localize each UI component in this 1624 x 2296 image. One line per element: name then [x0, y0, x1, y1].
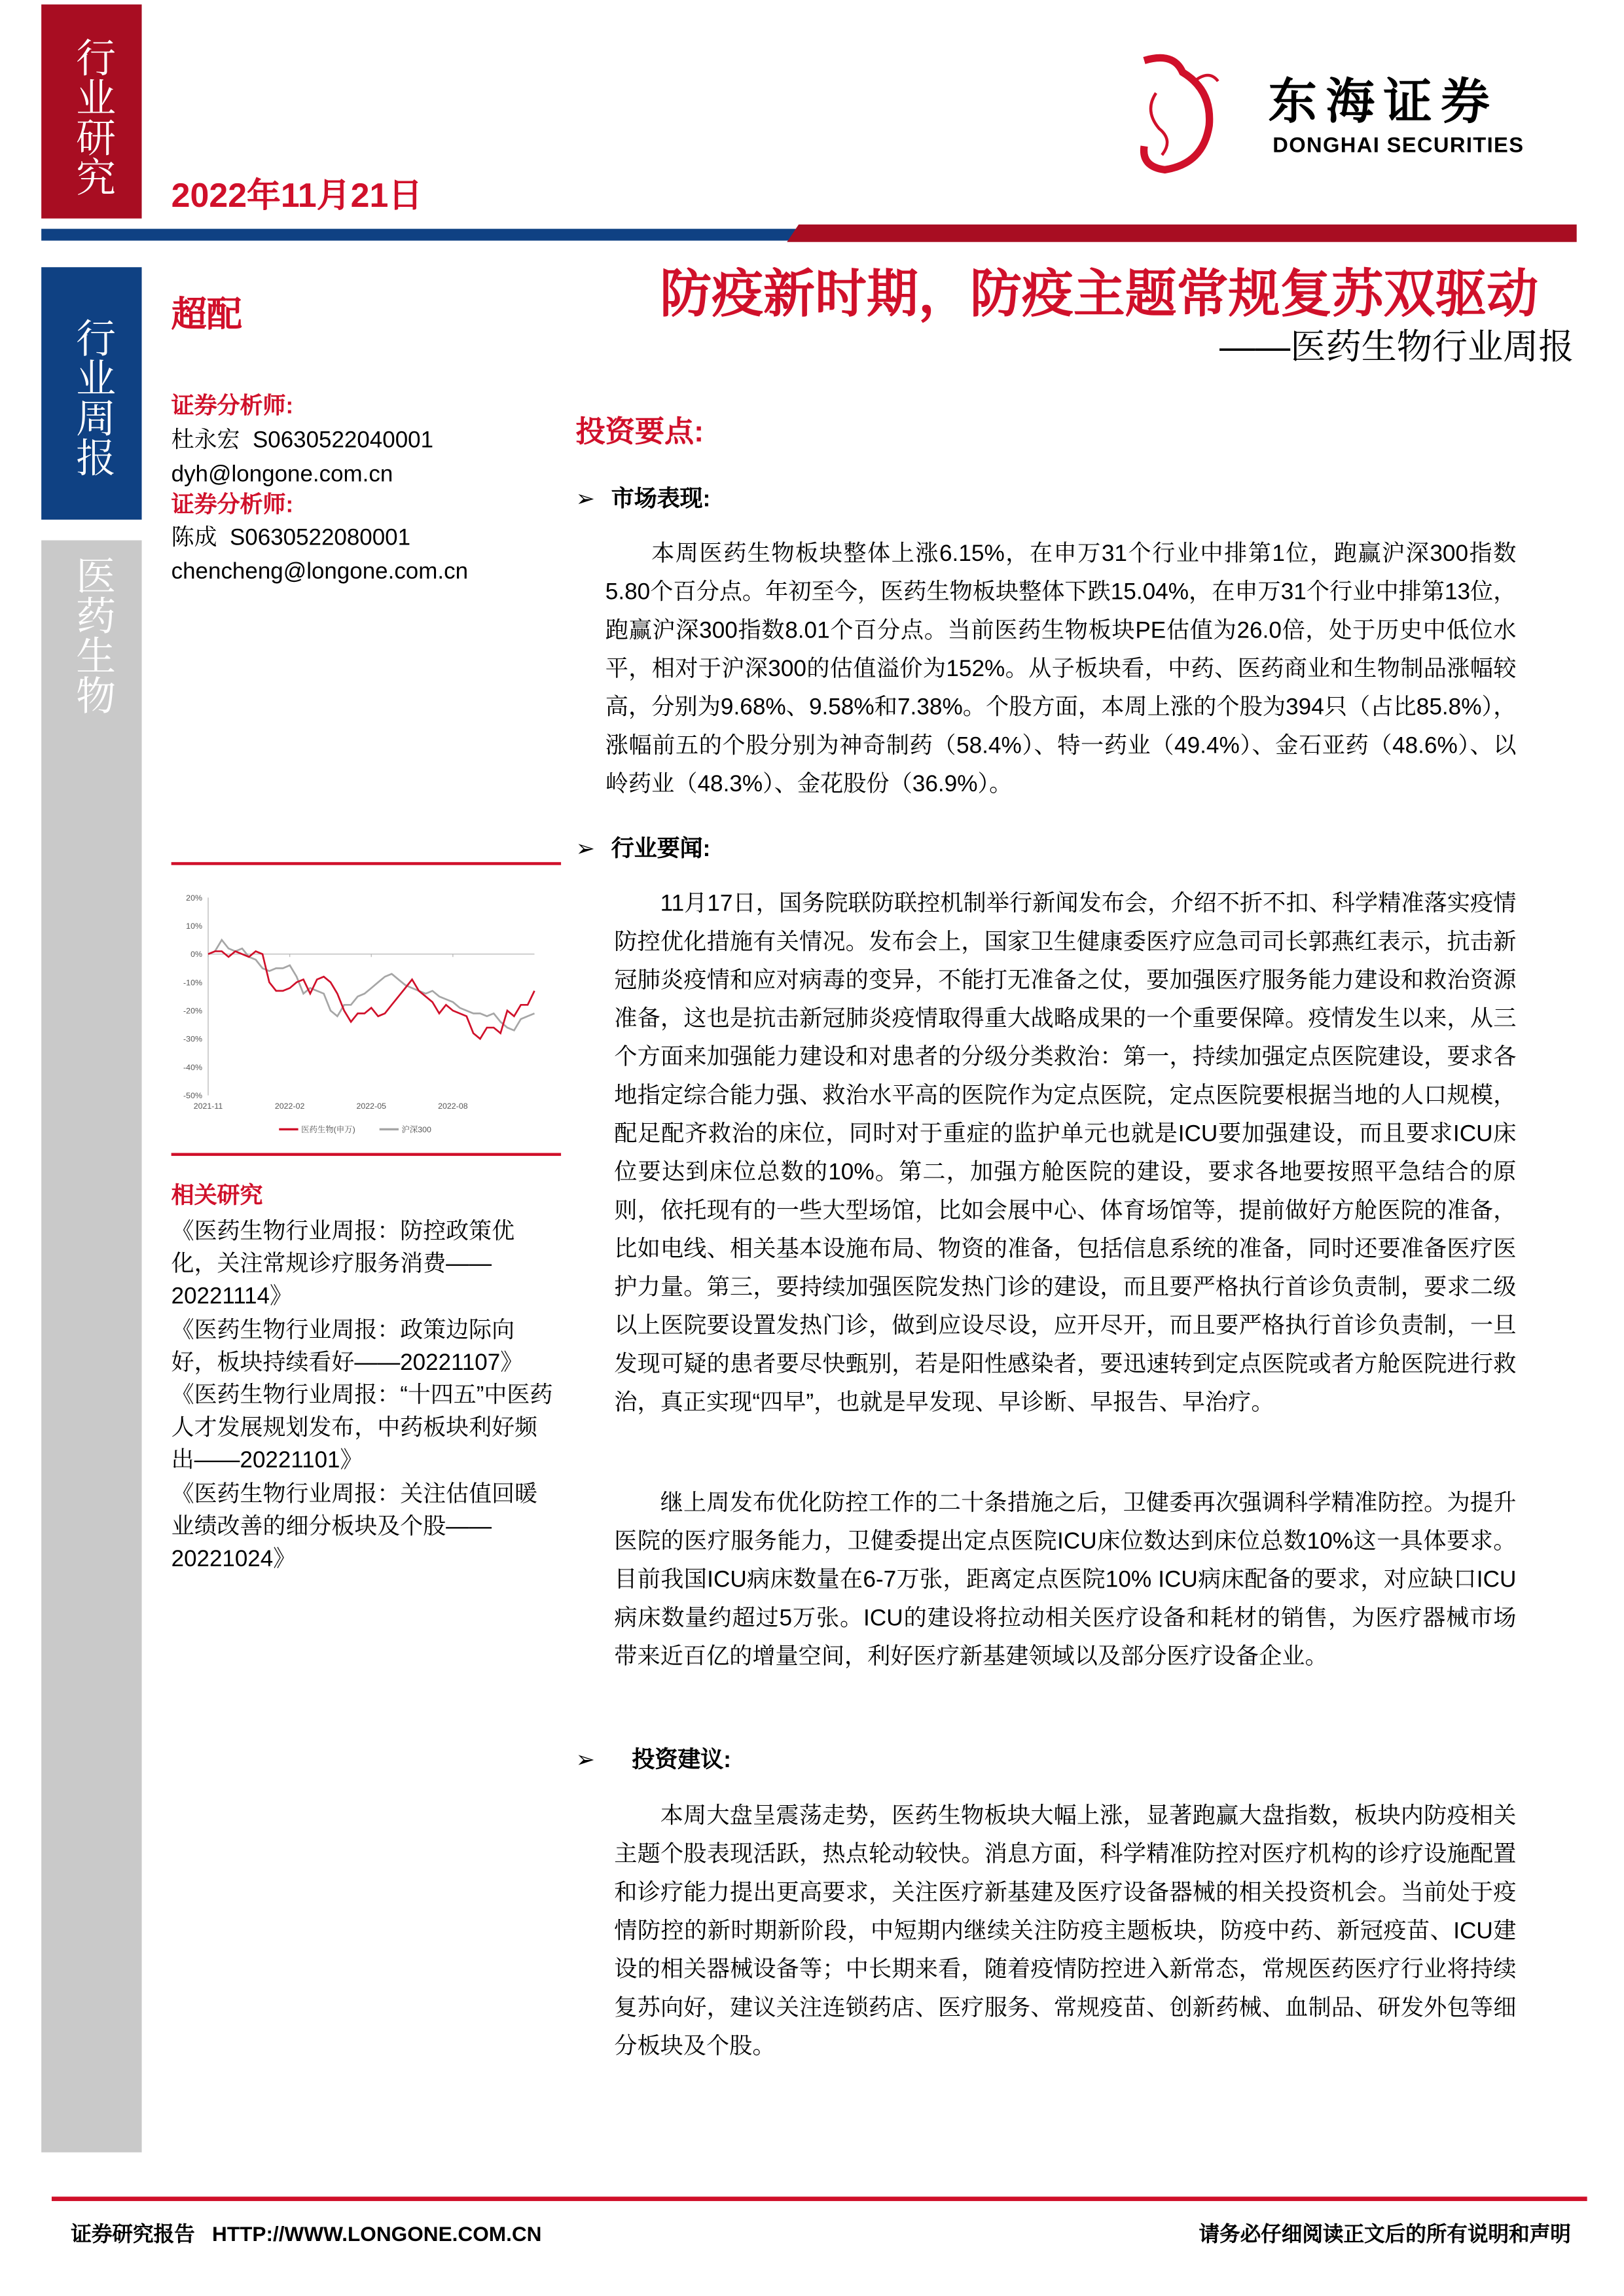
report-title: 防疫新时期，防疫主题常规复苏双驱动: [660, 265, 1539, 323]
footer-disclaimer: 请务必仔细阅读正文后的所有说明和声明: [1199, 2221, 1571, 2246]
section-heading-market: [576, 481, 711, 514]
legend-label: 医药生物(申万): [301, 1124, 355, 1134]
series-line: [208, 940, 534, 1030]
analyst-label: 证券分析师:: [171, 493, 294, 518]
divider: [171, 1153, 561, 1157]
side-tab-sector: [41, 541, 141, 2153]
arrow-bullet-icon: ➢: [575, 1748, 595, 1773]
section-paragraph: 本周医药生物板块整体上涨6.15%，在申万31个行业中排第1位，跑赢沪深300指数5.80个百分点。年初至今，医药生物板块整体下跌15.04%，在申万31个行业中排第13位，跑赢沪深300指数8.01个百分点。当前医药生物板块PE估值为26.0倍，处于历史中低位水平，相对于沪深300的估值溢价为152%。从子板块看，中药、医药商业和生物制品涨幅较高，分别为9.68%、9.58%和7.38%。个股方面，本周上涨的个股为394只（占比85.8%），涨幅前五的个股分别为神奇制药（58.4%）、特一药业（49.4%）、金石亚药（48.6%）、以岭药业（48.3%）、金花股份（36.9%）。: [605, 541, 1517, 797]
y-tick-label: 0%: [190, 950, 203, 960]
related-report-link[interactable]: 《医药生物行业周报：防控政策优化，关注常规诊疗服务消费——20221114》: [171, 1219, 515, 1310]
arrow-bullet-icon: ➢: [575, 487, 595, 512]
y-tick-label: -30%: [183, 1034, 203, 1044]
header-band-red: [787, 224, 1577, 242]
rating: 超配: [171, 295, 242, 335]
arrow-bullet-icon: ➢: [575, 836, 595, 863]
x-tick-label: 2022-05: [356, 1101, 387, 1111]
side-tab-weekly-label: 行业周报: [70, 317, 115, 477]
header-band-blue: [41, 229, 797, 241]
analyst-block: [171, 389, 468, 588]
side-tab-sector-label: 医药生物: [70, 555, 115, 715]
legend-label: 沪深300: [401, 1124, 431, 1134]
section-title: 投资建议:: [632, 1748, 731, 1773]
analyst-name-id: 陈成 S0630522080001: [171, 525, 411, 551]
report-date: 2022年11月21日: [171, 175, 423, 215]
section-heading-news: [576, 831, 711, 864]
y-tick-label: 10%: [186, 922, 203, 931]
y-tick-label: -20%: [183, 1006, 203, 1016]
related-report-link[interactable]: 《医药生物行业周报：政策边际向好，板块持续看好——20221107》: [171, 1318, 524, 1376]
footer-divider: [52, 2197, 1587, 2201]
analyst-email[interactable]: dyh@longone.com.cn: [171, 461, 393, 488]
y-tick-label: 20%: [186, 893, 203, 903]
performance-chart: [171, 871, 561, 1152]
series-line: [208, 951, 534, 1039]
section-title: 市场表现:: [611, 487, 711, 512]
side-tab-research: [41, 5, 141, 219]
divider: [171, 862, 561, 865]
x-tick-label: 2021-11: [193, 1101, 223, 1111]
logo-english-name: DONGHAI SECURITIES: [1272, 134, 1525, 158]
dragon-logo-icon: [1129, 52, 1244, 177]
footer-left: [71, 2219, 541, 2248]
related-report-link[interactable]: 《医药生物行业周报：“十四五”中医药人才发展规划发布，中药板块利好频出——20221101》: [171, 1383, 553, 1474]
logo-chinese-name: 东海证券: [1268, 73, 1499, 129]
y-tick-label: -50%: [183, 1091, 203, 1101]
side-tab-weekly: [41, 267, 141, 520]
section-title: 行业要闻:: [611, 836, 711, 863]
company-logo: [1129, 52, 1572, 177]
section-paragraph: 11月17日，国务院联防联控机制举行新闻发布会，介绍不折不扣、科学精准落实疫情防控优化措施有关情况。发布会上，国家卫生健康委医疗应急司司长郭燕红表示，抗击新冠肺炎疫情和应对病毒的变异，不能打无准备之仗，要加强医疗服务能力建设和救治资源准备，这也是抗击新冠肺炎疫情取得重大战略成果的一个重要保障。疫情发生以来，从三个方面来加强能力建设和对患者的分级分类救治：第一，持续加强定点医院建设，要求各地指定综合能力强、救治水平高的医院作为定点医院，定点医院要根据当地的人口规模，配足配齐救治的床位，同时对于重症的监护单元也就是ICU要加强建设，而且要求ICU床位要达到床位总数的10%。第二，加强方舱医院的建设，要求各地要按照平急结合的原则，依托现有的一些大型场馆，比如会展中心、体育场馆等，提前做好方舱医院的准备，比如电线、相关基本设施布局、物资的准备，包括信息系统的准备，同时还要准备医疗医护力量。第三，要持续加强医院发热门诊的建设，而且要严格执行首诊负责制，要求二级以上医院要设置发热门诊，做到应设尽设，应开尽开，而且要严格执行首诊负责制，一旦发现可疑的患者要尽快甄别，若是阳性感染者，要迅速转到定点医院或者方舱医院进行救治，真正实现“四早”，也就是早发现、早诊断、早报告、早治疗。: [614, 891, 1517, 1416]
report-subtitle: ——医药生物行业周报: [1219, 327, 1574, 368]
x-tick-label: 2022-02: [274, 1101, 305, 1111]
y-tick-label: -10%: [183, 978, 203, 988]
section-paragraph: 本周大盘呈震荡走势，医药生物板块大幅上涨，显著跑赢大盘指数，板块内防疫相关主题个股表现活跃，热点轮动较快。消息方面，科学精准防控对医疗机构的诊疗设施配置和诊疗能力提出更高要求，关注医疗新基建及医疗设备器械的相关投资机会。当前处于疫情防控的新时期新阶段，中短期内继续关注防疫主题板块，防疫中药、新冠疫苗、ICU建设的相关器械设备等；中长期来看，随着疫情防控进入新常态，常规医药医疗行业将持续复苏向好，建议关注连锁药店、医疗服务、常规疫苗、创新药械、血制品、研发外包等细分板块及个股。: [614, 1804, 1517, 2060]
related-research: [171, 1178, 558, 1577]
related-report-link[interactable]: 《医药生物行业周报：关注估值回暖业绩改善的细分板块及个股——20221024》: [171, 1481, 538, 1573]
section-heading-advice: [576, 1742, 731, 1774]
x-tick-label: 2022-08: [438, 1101, 468, 1111]
analyst-name-id: 杜永宏 S0630522040001: [171, 428, 434, 454]
footer-label: 证券研究报告: [71, 2221, 195, 2246]
analyst-label: 证券分析师:: [171, 394, 294, 420]
section-paragraph: 继上周发布优化防控工作的二十条措施之后，卫健委再次强调科学精准防控。为提升医院的医疗服务能力，卫健委提出定点医院ICU床位数达到床位总数10%这一具体要求。目前我国ICU病床数量在6-7万张，距离定点医院10% ICU病床配备的要求，对应缺口ICU病床数量约超过5万张。ICU的建设将拉动相关医疗设备和耗材的销售，为医疗器械市场带来近百亿的增量空间，利好医疗新基建领域以及部分医疗设备企业。: [614, 1491, 1517, 1670]
y-tick-label: -40%: [183, 1062, 203, 1072]
related-research-heading: 相关研究: [171, 1183, 263, 1210]
key-points-heading: 投资要点:: [575, 416, 704, 449]
side-tab-research-label: 行业研究: [70, 37, 115, 196]
analyst-email[interactable]: chencheng@longone.com.cn: [171, 559, 469, 585]
footer-url[interactable]: HTTP://WWW.LONGONE.COM.CN: [212, 2221, 542, 2246]
